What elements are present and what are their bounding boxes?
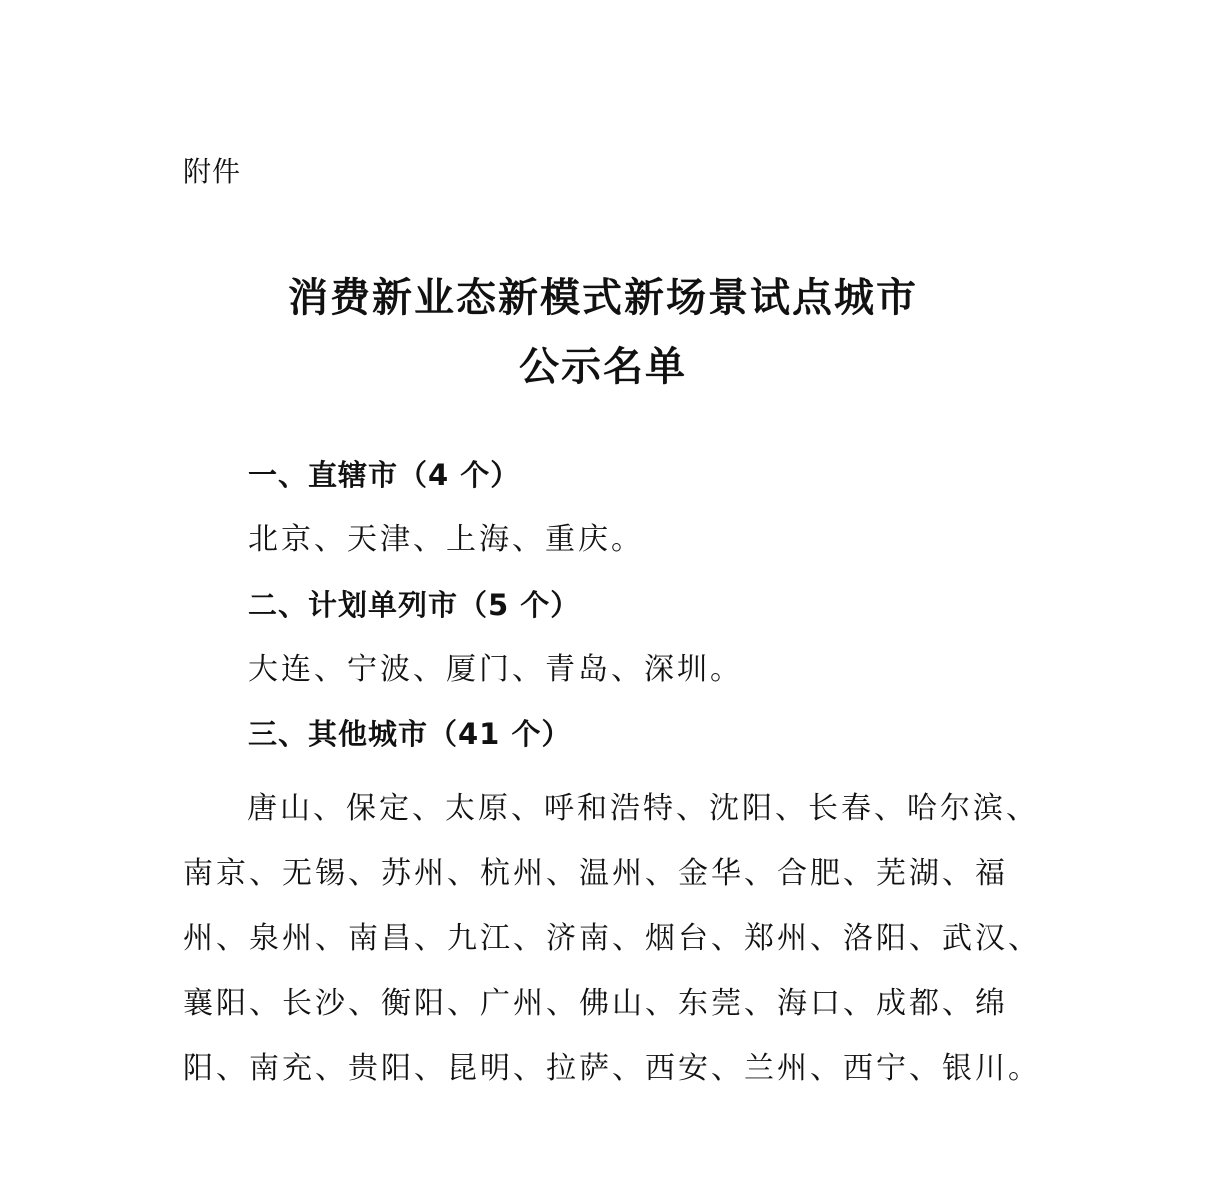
section-content-planned-cities: 大连、宁波、厦门、青岛、深圳。 bbox=[248, 652, 743, 687]
section-content-other-cities: 唐山、保定、太原、呼和浩特、沈阳、长春、哈尔滨、南京、无锡、苏州、杭州、温州、金华、合肥、芜湖、福州、泉州、南昌、九江、济南、烟台、郑州、洛阳、武汉、襄阳、长沙、衡阳、广州、佛山、东莞、海口、成都、绵阳、南充、贵阳、昆明、拉萨、西安、兰州、西宁、银川。 bbox=[183, 791, 1041, 1086]
document-title-line2: 公示名单 bbox=[519, 343, 687, 390]
section-heading-planned-cities: 二、计划单列市（5 个） bbox=[248, 588, 581, 622]
section-heading-municipalities: 一、直辖市（4 个） bbox=[248, 458, 521, 492]
attachment-label: 附件 bbox=[183, 155, 242, 188]
document-title-line1: 消费新业态新模式新场景试点城市 bbox=[288, 274, 918, 321]
section-heading-other-cities: 三、其他城市（41 个） bbox=[248, 717, 572, 751]
section-content-municipalities: 北京、天津、上海、重庆。 bbox=[248, 522, 644, 557]
